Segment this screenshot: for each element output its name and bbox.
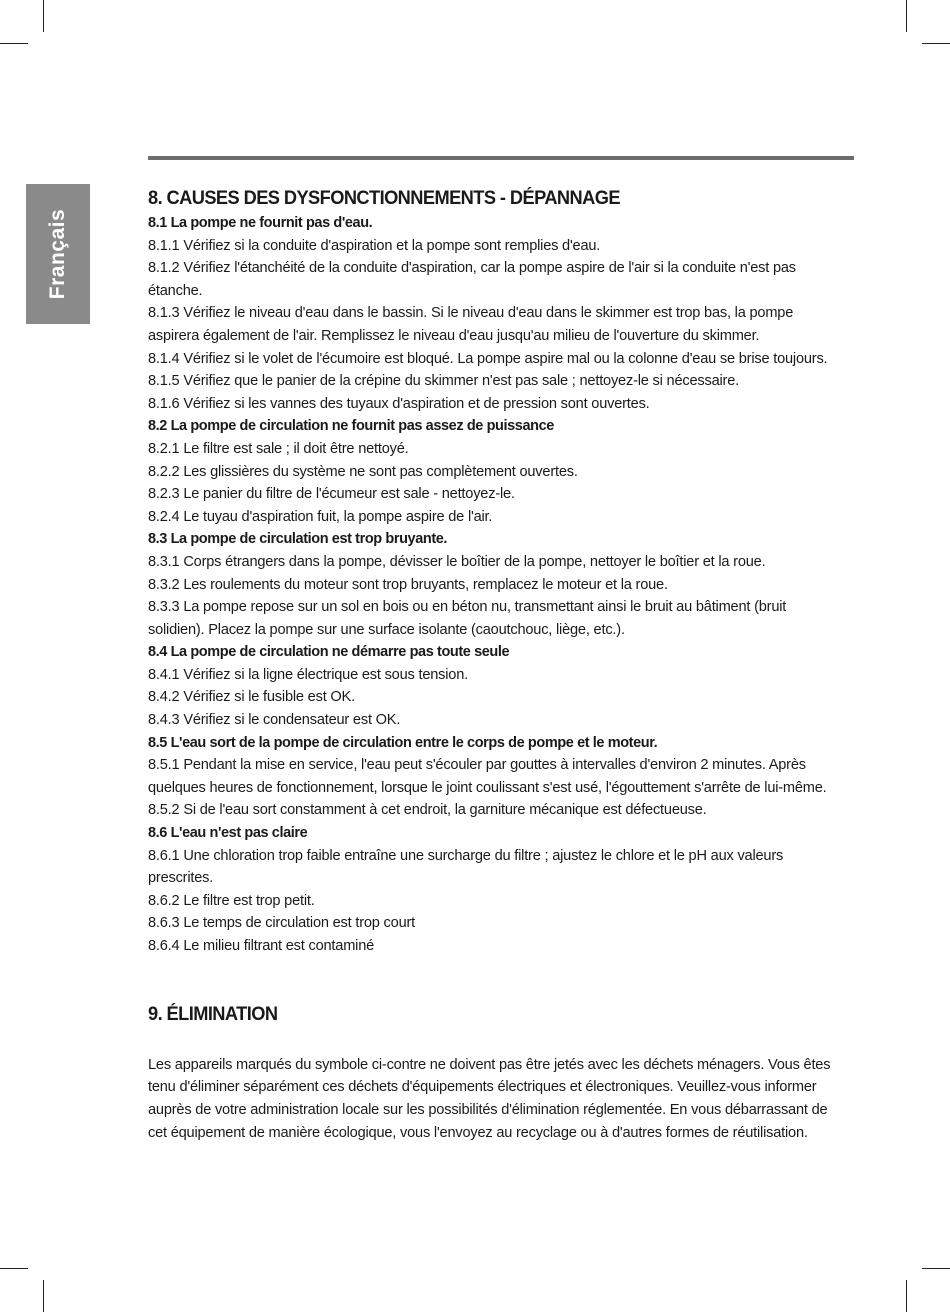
list-item: 8.3.1 Corps étrangers dans la pompe, dévisser le boîtier de la pompe, nettoyer le boîtier et la roue. <box>148 553 766 570</box>
list-item: 8.2.2 Les glissières du système ne sont pas complètement ouvertes. <box>148 463 578 480</box>
list-item: 8.4.3 Vérifiez si le condensateur est OK. <box>148 712 401 729</box>
list-item: 8.2.1 Le filtre est sale ; il doit être nettoyé. <box>148 440 409 457</box>
crop-mark <box>0 1268 28 1269</box>
subsection <box>148 641 854 731</box>
list-item: 8.1.6 Vérifiez si les vannes des tuyaux d'aspiration et de pression sont ouvertes. <box>148 395 650 412</box>
top-rule <box>148 156 854 160</box>
list-item: prescrites. <box>148 870 214 887</box>
list-item: 8.4.1 Vérifiez si la ligne électrique est sous tension. <box>148 666 468 683</box>
subsection <box>148 415 854 528</box>
list-item: 8.1.5 Vérifiez que le panier de la crépine du skimmer n'est pas sale ; nettoyez-le si nécessaire. <box>148 373 739 390</box>
crop-mark <box>43 0 44 32</box>
crop-mark <box>922 43 950 44</box>
subsection <box>148 528 854 641</box>
list-item: 8.3.2 Les roulements du moteur sont trop bruyants, remplacez le moteur et la roue. <box>148 576 668 593</box>
list-item: aspirera également de l'air. Remplissez le niveau d'eau jusqu'au milieu de l'ouverture du skimmer. <box>148 327 760 344</box>
crop-mark <box>906 0 907 32</box>
list-item: 8.6.4 Le milieu filtrant est contaminé <box>148 938 375 954</box>
list-item: 8.1.1 Vérifiez si la conduite d'aspiration et la pompe sont remplies d'eau. <box>148 237 601 254</box>
paragraph-line: tenu d'éliminer séparément ces déchets d'équipements électriques et électroniques. Veuillez-vous informer <box>148 1079 817 1096</box>
list-item: 8.6.3 Le temps de circulation est trop court <box>148 915 416 932</box>
list-item: 8.5.1 Pendant la mise en service, l'eau peut s'écouler par gouttes à intervalles d'environ 2 minutes. Après <box>148 757 806 774</box>
paragraph-line: cet équipement de manière écologique, vous l'envoyez au recyclage ou à d'autres formes de réutilisation. <box>148 1124 808 1141</box>
subsection <box>148 212 854 415</box>
subsection-heading: 8.1 La pompe ne fournit pas d'eau. <box>148 215 373 231</box>
language-tab <box>26 184 90 324</box>
subsection-heading: 8.4 La pompe de circulation ne démarre pas toute seule <box>148 644 510 661</box>
list-item: 8.1.4 Vérifiez si le volet de l'écumoire est bloqué. La pompe aspire mal ou la colonne d'eau se brise toujours. <box>148 350 828 367</box>
crop-mark <box>922 1268 950 1269</box>
paragraph-line: Les appareils marqués du symbole ci-contre ne doivent pas être jetés avec les déchets ménagers. Vous êtes <box>148 1056 831 1073</box>
list-item: 8.6.1 Une chloration trop faible entraîne une surcharge du filtre ; ajustez le chlore et le pH aux valeurs <box>148 847 784 864</box>
list-item: 8.2.3 Le panier du filtre de l'écumeur est sale - nettoyez-le. <box>148 486 515 503</box>
crop-mark <box>43 1280 44 1312</box>
page-content <box>148 186 854 1145</box>
crop-mark <box>906 1280 907 1312</box>
subsection-heading: 8.5 L'eau sort de la pompe de circulation entre le corps de pompe et le moteur. <box>148 734 658 751</box>
list-item: 8.6.2 Le filtre est trop petit. <box>148 892 315 909</box>
list-item: étanche. <box>148 282 203 299</box>
list-item: 8.2.4 Le tuyau d'aspiration fuit, la pompe aspire de l'air. <box>148 508 493 525</box>
subsection-heading: 8.3 La pompe de circulation est trop bruyante. <box>148 531 448 548</box>
list-item: 8.3.3 La pompe repose sur un sol en bois ou en béton nu, transmettant ainsi le bruit au bâtiment (bruit <box>148 599 787 616</box>
list-item: 8.1.3 Vérifiez le niveau d'eau dans le bassin. Si le niveau d'eau dans le skimmer est trop bas, la pompe <box>148 305 794 322</box>
section-disposal <box>148 1002 854 1145</box>
list-item: 8.1.2 Vérifiez l'étanchéité de la conduite d'aspiration, car la pompe aspire de l'air si la conduite n'est pas <box>148 260 796 277</box>
language-tab-label: Français <box>46 208 70 300</box>
list-item: solidien). Placez la pompe sur une surface isolante (caoutchouc, liège, etc.). <box>148 621 625 638</box>
section-title: 8. CAUSES DES DYSFONCTIONNEMENTS - DÉPANNAGE <box>148 188 620 209</box>
subsection <box>148 732 854 822</box>
subsection-list <box>148 212 854 958</box>
subsection <box>148 822 854 958</box>
subsection-heading: 8.6 L'eau n'est pas claire <box>148 825 308 842</box>
list-item: 8.5.2 Si de l'eau sort constamment à cet endroit, la garniture mécanique est défectueuse. <box>148 802 707 819</box>
section-troubleshooting <box>148 186 854 958</box>
disposal-paragraph <box>148 1054 854 1145</box>
list-item: 8.4.2 Vérifiez si le fusible est OK. <box>148 689 355 706</box>
list-item: quelques heures de fonctionnement, lorsque le joint coulissant s'est usé, l'égouttement s'arrête de lui-même. <box>148 779 827 796</box>
section-title: 9. ÉLIMINATION <box>148 1003 278 1025</box>
crop-mark <box>0 43 28 44</box>
paragraph-line: auprès de votre administration locale sur les possibilités d'élimination réglementée. En vous débarrassant de <box>148 1102 828 1119</box>
subsection-heading: 8.2 La pompe de circulation ne fournit pas assez de puissance <box>148 418 554 435</box>
